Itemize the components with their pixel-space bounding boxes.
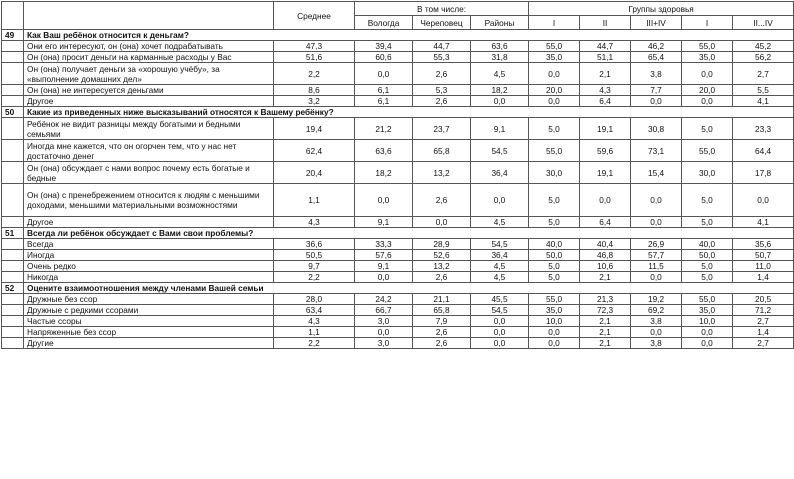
cell-value: 5,0	[682, 261, 733, 272]
cell-value: 59,6	[580, 140, 631, 162]
header-health-2: II	[580, 16, 631, 30]
cell-value: 64,4	[733, 140, 794, 162]
cell-value: 0,0	[355, 272, 413, 283]
row-label: Дружные с редкими ссорами	[24, 305, 274, 316]
cell-value: 20,0	[682, 85, 733, 96]
cell-value: 0,0	[682, 63, 733, 85]
cell-value: 2,1	[580, 338, 631, 349]
table-row	[2, 96, 794, 107]
cell-value: 18,2	[355, 162, 413, 184]
row-spacer	[2, 85, 24, 96]
header-including: В том числе:	[355, 2, 529, 16]
cell-value: 2,6	[413, 338, 471, 349]
row-spacer	[2, 272, 24, 283]
cell-value: 28,9	[413, 239, 471, 250]
cell-value: 30,0	[682, 162, 733, 184]
cell-value: 19,1	[580, 162, 631, 184]
cell-value: 55,0	[529, 41, 580, 52]
cell-value: 2,7	[733, 316, 794, 327]
row-spacer	[2, 140, 24, 162]
cell-value: 18,2	[471, 85, 529, 96]
cell-value: 30,0	[529, 162, 580, 184]
table-row	[2, 327, 794, 338]
cell-value: 5,5	[733, 85, 794, 96]
row-spacer	[2, 63, 24, 85]
cell-value: 6,4	[580, 217, 631, 228]
cell-value: 4,1	[733, 217, 794, 228]
cell-value: 2,6	[413, 327, 471, 338]
cell-value: 65,8	[413, 140, 471, 162]
cell-value: 9,1	[355, 261, 413, 272]
cell-value: 65,4	[631, 52, 682, 63]
cell-value: 9,1	[471, 118, 529, 140]
header-average: Среднее	[274, 2, 355, 30]
cell-value: 65,8	[413, 305, 471, 316]
table-row	[2, 250, 794, 261]
question-number: 49	[2, 30, 24, 41]
cell-value: 4,5	[471, 217, 529, 228]
row-spacer	[2, 250, 24, 261]
cell-value: 0,0	[733, 184, 794, 217]
table-row	[2, 52, 794, 63]
cell-value: 36,4	[471, 162, 529, 184]
cell-value: 4,3	[274, 316, 355, 327]
cell-value: 63,4	[274, 305, 355, 316]
cell-value: 3,0	[355, 338, 413, 349]
cell-value: 3,8	[631, 316, 682, 327]
row-label: Дружные без ссор	[24, 294, 274, 305]
table-row	[2, 272, 794, 283]
cell-value: 54,5	[471, 305, 529, 316]
cell-value: 23,7	[413, 118, 471, 140]
cell-value: 55,0	[529, 294, 580, 305]
cell-value: 0,0	[529, 327, 580, 338]
cell-value: 2,1	[580, 316, 631, 327]
cell-value: 35,0	[682, 305, 733, 316]
cell-value: 55,3	[413, 52, 471, 63]
cell-value: 55,0	[682, 140, 733, 162]
row-spacer	[2, 305, 24, 316]
cell-value: 47,3	[274, 41, 355, 52]
cell-value: 39,4	[355, 41, 413, 52]
question-number: 50	[2, 107, 24, 118]
question-text: Какие из приведенных ниже высказываний относятся к Вашему ребёнку?	[24, 107, 794, 118]
table-row	[2, 239, 794, 250]
row-spacer	[2, 217, 24, 228]
row-label: Он (она) не интересуется деньгами	[24, 85, 274, 96]
cell-value: 0,0	[471, 338, 529, 349]
cell-value: 44,7	[413, 41, 471, 52]
cell-value: 35,0	[682, 52, 733, 63]
cell-value: 6,1	[355, 85, 413, 96]
cell-value: 52,6	[413, 250, 471, 261]
cell-value: 51,1	[580, 52, 631, 63]
cell-value: 3,8	[631, 63, 682, 85]
cell-value: 5,0	[682, 272, 733, 283]
row-spacer	[2, 184, 24, 217]
row-label: Он (она) с пренебрежением относится к людям с меньшими доходами, меньшими материальными возможностями	[24, 184, 274, 217]
cell-value: 1,4	[733, 272, 794, 283]
cell-value: 0,0	[580, 184, 631, 217]
cell-value: 57,7	[631, 250, 682, 261]
row-spacer	[2, 96, 24, 107]
table-body	[2, 30, 794, 349]
survey-table	[1, 1, 794, 349]
cell-value: 46,2	[631, 41, 682, 52]
cell-value: 45,2	[733, 41, 794, 52]
row-label: Никогда	[24, 272, 274, 283]
cell-value: 35,6	[733, 239, 794, 250]
row-label: Частые ссоры	[24, 316, 274, 327]
table-row	[2, 118, 794, 140]
cell-value: 2,6	[413, 184, 471, 217]
cell-value: 5,0	[529, 217, 580, 228]
table-row	[2, 162, 794, 184]
cell-value: 11,0	[733, 261, 794, 272]
row-spacer	[2, 162, 24, 184]
cell-value: 54,5	[471, 140, 529, 162]
cell-value: 5,0	[529, 261, 580, 272]
cell-value: 57,6	[355, 250, 413, 261]
cell-value: 2,1	[580, 272, 631, 283]
cell-value: 62,4	[274, 140, 355, 162]
row-spacer	[2, 239, 24, 250]
cell-value: 3,2	[274, 96, 355, 107]
header-districts: Районы	[471, 16, 529, 30]
cell-value: 0,0	[631, 327, 682, 338]
cell-value: 20,5	[733, 294, 794, 305]
cell-value: 72,3	[580, 305, 631, 316]
table-row	[2, 85, 794, 96]
cell-value: 0,0	[631, 272, 682, 283]
cell-value: 7,7	[631, 85, 682, 96]
row-label: Другие	[24, 338, 274, 349]
cell-value: 40,4	[580, 239, 631, 250]
cell-value: 28,0	[274, 294, 355, 305]
row-spacer	[2, 327, 24, 338]
cell-value: 10,6	[580, 261, 631, 272]
cell-value: 9,1	[355, 217, 413, 228]
table-row	[2, 261, 794, 272]
header-health-1b: I	[682, 16, 733, 30]
cell-value: 55,0	[682, 294, 733, 305]
cell-value: 10,0	[682, 316, 733, 327]
question-text: Как Ваш ребёнок относится к деньгам?	[24, 30, 794, 41]
cell-value: 0,0	[471, 184, 529, 217]
cell-value: 2,6	[413, 272, 471, 283]
header-health-2-4: II...IV	[733, 16, 794, 30]
row-label: Всегда	[24, 239, 274, 250]
cell-value: 31,8	[471, 52, 529, 63]
cell-value: 5,0	[529, 272, 580, 283]
cell-value: 71,2	[733, 305, 794, 316]
row-label: Он (она) обсуждает с нами вопрос почему есть богатые и бедные	[24, 162, 274, 184]
cell-value: 6,1	[355, 96, 413, 107]
row-label: Напряженные без ссор	[24, 327, 274, 338]
header-label	[24, 2, 274, 30]
cell-value: 21,2	[355, 118, 413, 140]
cell-value: 6,4	[580, 96, 631, 107]
cell-value: 50,0	[682, 250, 733, 261]
cell-value: 17,8	[733, 162, 794, 184]
cell-value: 1,1	[274, 327, 355, 338]
cell-value: 0,0	[471, 316, 529, 327]
cell-value: 10,0	[529, 316, 580, 327]
row-spacer	[2, 338, 24, 349]
table-row	[2, 41, 794, 52]
header-vologda: Вологда	[355, 16, 413, 30]
cell-value: 5,0	[529, 184, 580, 217]
cell-value: 2,1	[580, 63, 631, 85]
row-label: Иногда	[24, 250, 274, 261]
cell-value: 0,0	[631, 96, 682, 107]
cell-value: 3,0	[355, 316, 413, 327]
cell-value: 4,1	[733, 96, 794, 107]
table-row	[2, 316, 794, 327]
cell-value: 5,0	[682, 217, 733, 228]
cell-value: 0,0	[355, 63, 413, 85]
row-label: Другое	[24, 96, 274, 107]
cell-value: 55,0	[529, 140, 580, 162]
cell-value: 50,5	[274, 250, 355, 261]
row-label: Очень редко	[24, 261, 274, 272]
cell-value: 20,4	[274, 162, 355, 184]
cell-value: 20,0	[529, 85, 580, 96]
row-spacer	[2, 52, 24, 63]
question-text: Оцените взаимоотношения между членами Вашей семьи	[24, 283, 794, 294]
cell-value: 40,0	[682, 239, 733, 250]
cell-value: 26,9	[631, 239, 682, 250]
cell-value: 5,0	[682, 118, 733, 140]
question-number: 51	[2, 228, 24, 239]
cell-value: 56,2	[733, 52, 794, 63]
table-row	[2, 338, 794, 349]
cell-value: 19,4	[274, 118, 355, 140]
cell-value: 36,6	[274, 239, 355, 250]
cell-value: 21,1	[413, 294, 471, 305]
cell-value: 69,2	[631, 305, 682, 316]
row-spacer	[2, 316, 24, 327]
table-row	[2, 184, 794, 217]
header-health-1: I	[529, 16, 580, 30]
row-spacer	[2, 261, 24, 272]
table-row	[2, 305, 794, 316]
cell-value: 5,0	[682, 184, 733, 217]
question-row	[2, 283, 794, 294]
cell-value: 63,6	[355, 140, 413, 162]
cell-value: 73,1	[631, 140, 682, 162]
cell-value: 15,4	[631, 162, 682, 184]
cell-value: 8,6	[274, 85, 355, 96]
cell-value: 0,0	[529, 338, 580, 349]
row-label: Другое	[24, 217, 274, 228]
table-row	[2, 63, 794, 85]
row-label: Он (она) получает деньги за «хорошую учёбу», за «выполнение домашних дел»	[24, 63, 274, 85]
cell-value: 4,5	[471, 272, 529, 283]
cell-value: 2,2	[274, 272, 355, 283]
cell-value: 44,7	[580, 41, 631, 52]
row-spacer	[2, 294, 24, 305]
row-label: Ребёнок не видит разницы между богатыми и бедными семьями	[24, 118, 274, 140]
question-row	[2, 30, 794, 41]
cell-value: 13,2	[413, 261, 471, 272]
cell-value: 51,6	[274, 52, 355, 63]
cell-value: 0,0	[631, 184, 682, 217]
cell-value: 9,7	[274, 261, 355, 272]
cell-value: 36,4	[471, 250, 529, 261]
header-number	[2, 2, 24, 30]
cell-value: 0,0	[682, 338, 733, 349]
cell-value: 19,2	[631, 294, 682, 305]
cell-value: 33,3	[355, 239, 413, 250]
cell-value: 2,7	[733, 63, 794, 85]
cell-value: 0,0	[682, 327, 733, 338]
cell-value: 66,7	[355, 305, 413, 316]
cell-value: 2,1	[580, 327, 631, 338]
header-cherepovets: Череповец	[413, 16, 471, 30]
cell-value: 19,1	[580, 118, 631, 140]
cell-value: 35,0	[529, 305, 580, 316]
table-row	[2, 140, 794, 162]
row-label: Он (она) просит деньги на карманные расходы у Вас	[24, 52, 274, 63]
row-spacer	[2, 118, 24, 140]
cell-value: 4,5	[471, 261, 529, 272]
cell-value: 4,3	[274, 217, 355, 228]
cell-value: 3,8	[631, 338, 682, 349]
cell-value: 5,3	[413, 85, 471, 96]
cell-value: 2,2	[274, 338, 355, 349]
cell-value: 0,0	[529, 96, 580, 107]
cell-value: 0,0	[355, 184, 413, 217]
row-label: Иногда мне кажется, что он огорчен тем, что у нас нет достаточно денег	[24, 140, 274, 162]
cell-value: 4,3	[580, 85, 631, 96]
table-row	[2, 217, 794, 228]
cell-value: 0,0	[471, 96, 529, 107]
row-spacer	[2, 41, 24, 52]
question-number: 52	[2, 283, 24, 294]
cell-value: 60,6	[355, 52, 413, 63]
row-label: Они его интересуют, он (она) хочет подрабатывать	[24, 41, 274, 52]
question-row	[2, 107, 794, 118]
cell-value: 0,0	[631, 217, 682, 228]
cell-value: 50,7	[733, 250, 794, 261]
cell-value: 4,5	[471, 63, 529, 85]
table-row	[2, 294, 794, 305]
cell-value: 0,0	[471, 327, 529, 338]
cell-value: 45,5	[471, 294, 529, 305]
cell-value: 2,6	[413, 96, 471, 107]
cell-value: 2,7	[733, 338, 794, 349]
question-text: Всегда ли ребёнок обсуждает с Вами свои проблемы?	[24, 228, 794, 239]
cell-value: 21,3	[580, 294, 631, 305]
cell-value: 24,2	[355, 294, 413, 305]
cell-value: 54,5	[471, 239, 529, 250]
cell-value: 5,0	[529, 118, 580, 140]
cell-value: 55,0	[682, 41, 733, 52]
cell-value: 23,3	[733, 118, 794, 140]
cell-value: 0,0	[413, 217, 471, 228]
cell-value: 30,8	[631, 118, 682, 140]
cell-value: 50,0	[529, 250, 580, 261]
cell-value: 1,4	[733, 327, 794, 338]
question-row	[2, 228, 794, 239]
cell-value: 1,1	[274, 184, 355, 217]
cell-value: 2,2	[274, 63, 355, 85]
cell-value: 35,0	[529, 52, 580, 63]
cell-value: 2,6	[413, 63, 471, 85]
cell-value: 11,5	[631, 261, 682, 272]
cell-value: 46,8	[580, 250, 631, 261]
cell-value: 13,2	[413, 162, 471, 184]
cell-value: 7,9	[413, 316, 471, 327]
cell-value: 40,0	[529, 239, 580, 250]
cell-value: 0,0	[682, 96, 733, 107]
cell-value: 63,6	[471, 41, 529, 52]
header-health-3-4: III+IV	[631, 16, 682, 30]
cell-value: 0,0	[355, 327, 413, 338]
header-health-groups: Группы здоровья	[529, 2, 794, 16]
cell-value: 0,0	[529, 63, 580, 85]
